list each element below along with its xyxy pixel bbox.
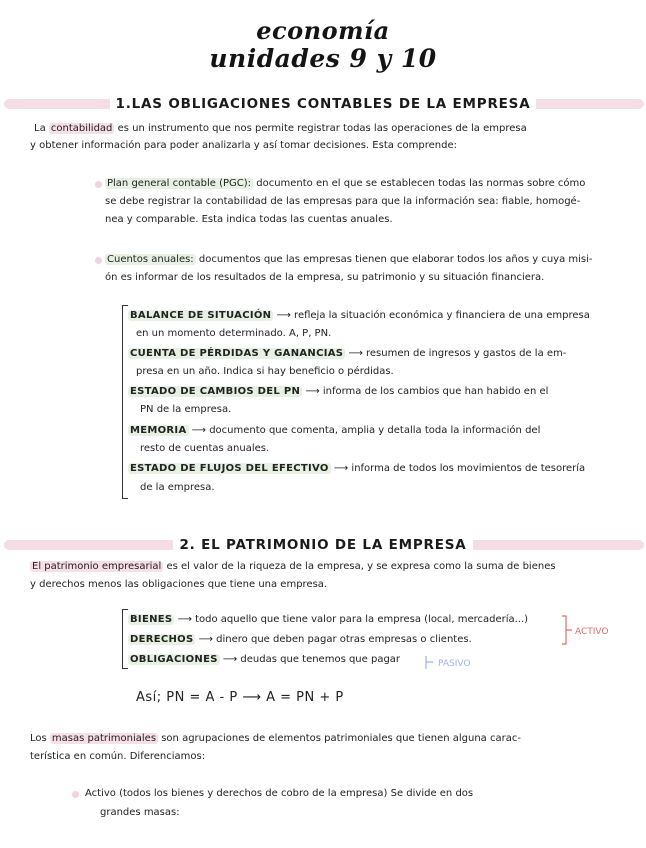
arrow: ⟶ (188, 425, 210, 436)
list-item-memoria-cont: resto de cuentas anuales. (140, 443, 270, 454)
activo-label: ACTIVO (575, 627, 609, 637)
term-patrimonio-empresarial: El patrimonio empresarial (32, 561, 162, 572)
section-2-intro-line2: y derechos menos las obligaciones que tiene una empresa. (30, 579, 328, 590)
bullet-pgc (95, 181, 102, 188)
section-1-intro-line1 (34, 121, 527, 137)
list-item-flujos (128, 461, 585, 477)
term-pgc: Plan general contable (PGC): (107, 178, 252, 189)
cuentas-line1-text: documentos que las empresas tienen que elaborar todos los años y cuya misi- (195, 254, 593, 265)
list-item-cuenta-pyg-cont: presa en un año. Indica si hay beneficio o pérdidas. (136, 366, 394, 377)
list-item-memoria (128, 423, 540, 439)
cuentas-line2: ón es informar de los resultados de la empresa, su patrimonio y su situación financiera. (105, 272, 545, 283)
desc: documento que comenta, amplia y detalla toda la información del (209, 425, 541, 436)
arrow: ⟶ (302, 386, 323, 397)
term-balance: BALANCE DE SITUACIÓN (130, 310, 272, 321)
term-cuentas-anuales: Cuentos anuales: (107, 254, 194, 265)
bullet-activo (72, 791, 79, 798)
section-2-intro-line1 (30, 559, 556, 575)
list-item-cuenta-pyg (128, 346, 566, 362)
term-obligaciones: OBLIGACIONES (130, 654, 218, 665)
term-derechos: DERECHOS (130, 634, 194, 645)
desc: refleja la situación económica y financiera de una empresa (294, 310, 590, 321)
pgc-line3: nea y comparable. Esta indica todas las cuentas anuales. (105, 214, 393, 225)
section-2-heading (0, 537, 646, 553)
list-item-balance (128, 308, 590, 324)
masas-line2: terística en común. Diferenciamos: (30, 751, 206, 762)
term-contabilidad: contabilidad (50, 123, 113, 134)
arrow: ⟶ (273, 310, 295, 321)
masas-text-b: son agrupaciones de elementos patrimoniales que tienen alguna carac- (158, 733, 521, 744)
bullet-cuentas (95, 257, 102, 264)
cuentas-line1 (105, 252, 593, 268)
obligaciones-desc: ⟶ deudas que tenemos que pagar (219, 654, 401, 665)
term-bienes: BIENES (130, 614, 173, 625)
pasivo-label: PASIVO (438, 659, 471, 669)
bienes-desc: ⟶ todo aquello que tiene valor para la empresa (local, mercadería...) (174, 614, 529, 625)
patrimonio-formula: Así; PN = A - P ⟶ A = PN + P (136, 690, 344, 705)
section-2-heading-text: 2. EL PATRIMONIO DE LA EMPRESA (173, 537, 472, 553)
list-item-estado-pn-cont: PN de la empresa. (140, 404, 232, 415)
list-item-estado-pn (128, 384, 548, 400)
activo-line1: Activo (todos los bienes y derechos de cobro de la empresa) Se divide en dos (85, 788, 474, 799)
term-cuenta-pyg: CUENTA DE PÉRDIDAS Y GANANCIAS (130, 348, 344, 359)
term-estado-pn: ESTADO DE CAMBIOS DEL PN (130, 386, 301, 397)
arrow: ⟶ (345, 348, 366, 359)
item-derechos (128, 632, 472, 648)
section-1-heading (0, 96, 646, 112)
item-obligaciones (128, 652, 400, 668)
desc: informa de los cambios que han habido en el (322, 386, 549, 397)
intro-text-b: es un instrumento que nos permite registrar todas las operaciones de la empresa (114, 123, 527, 134)
list-item-flujos-cont: de la empresa. (140, 482, 215, 493)
list-item-balance-cont: en un momento determinado. A, P, PN. (136, 328, 332, 339)
intro-text-a: La (34, 123, 49, 134)
page-title-line2: unidades 9 y 10 (209, 44, 437, 73)
page-title-line1: economía (256, 16, 390, 45)
term-flujos: ESTADO DE FLUJOS DEL EFECTIVO (130, 463, 329, 474)
pgc-line1-text: documento en el que se establecen todas las normas sobre cómo (253, 178, 586, 189)
term-memoria: MEMORIA (130, 425, 187, 436)
masas-text-a: Los (30, 733, 50, 744)
arrow: ⟶ (330, 463, 352, 474)
derechos-desc: ⟶ dinero que deben pagar otras empresas o clientes. (195, 634, 472, 645)
item-bienes (128, 612, 528, 628)
section-1-heading-text: 1.LAS OBLIGACIONES CONTABLES DE LA EMPRESA (110, 96, 537, 112)
masas-line1 (30, 731, 521, 747)
activo-line2: grandes masas: (100, 807, 180, 818)
section-1-intro-line2: y obtener información para poder analizarla y así tomar decisiones. Esta comprende: (30, 140, 458, 151)
term-masas-patrimoniales: masas patrimoniales (51, 733, 157, 744)
section-2-intro-text: es el valor de la riqueza de la empresa, y se expresa como la suma de bienes (163, 561, 556, 572)
pgc-line1 (105, 176, 585, 192)
pgc-line2: se debe registrar la contabilidad de las empresas para que la información sea: fiable, homogé- (105, 196, 581, 207)
desc: informa de todos los movimientos de tesorería (351, 463, 586, 474)
desc: resumen de ingresos y gastos de la em- (366, 348, 567, 359)
